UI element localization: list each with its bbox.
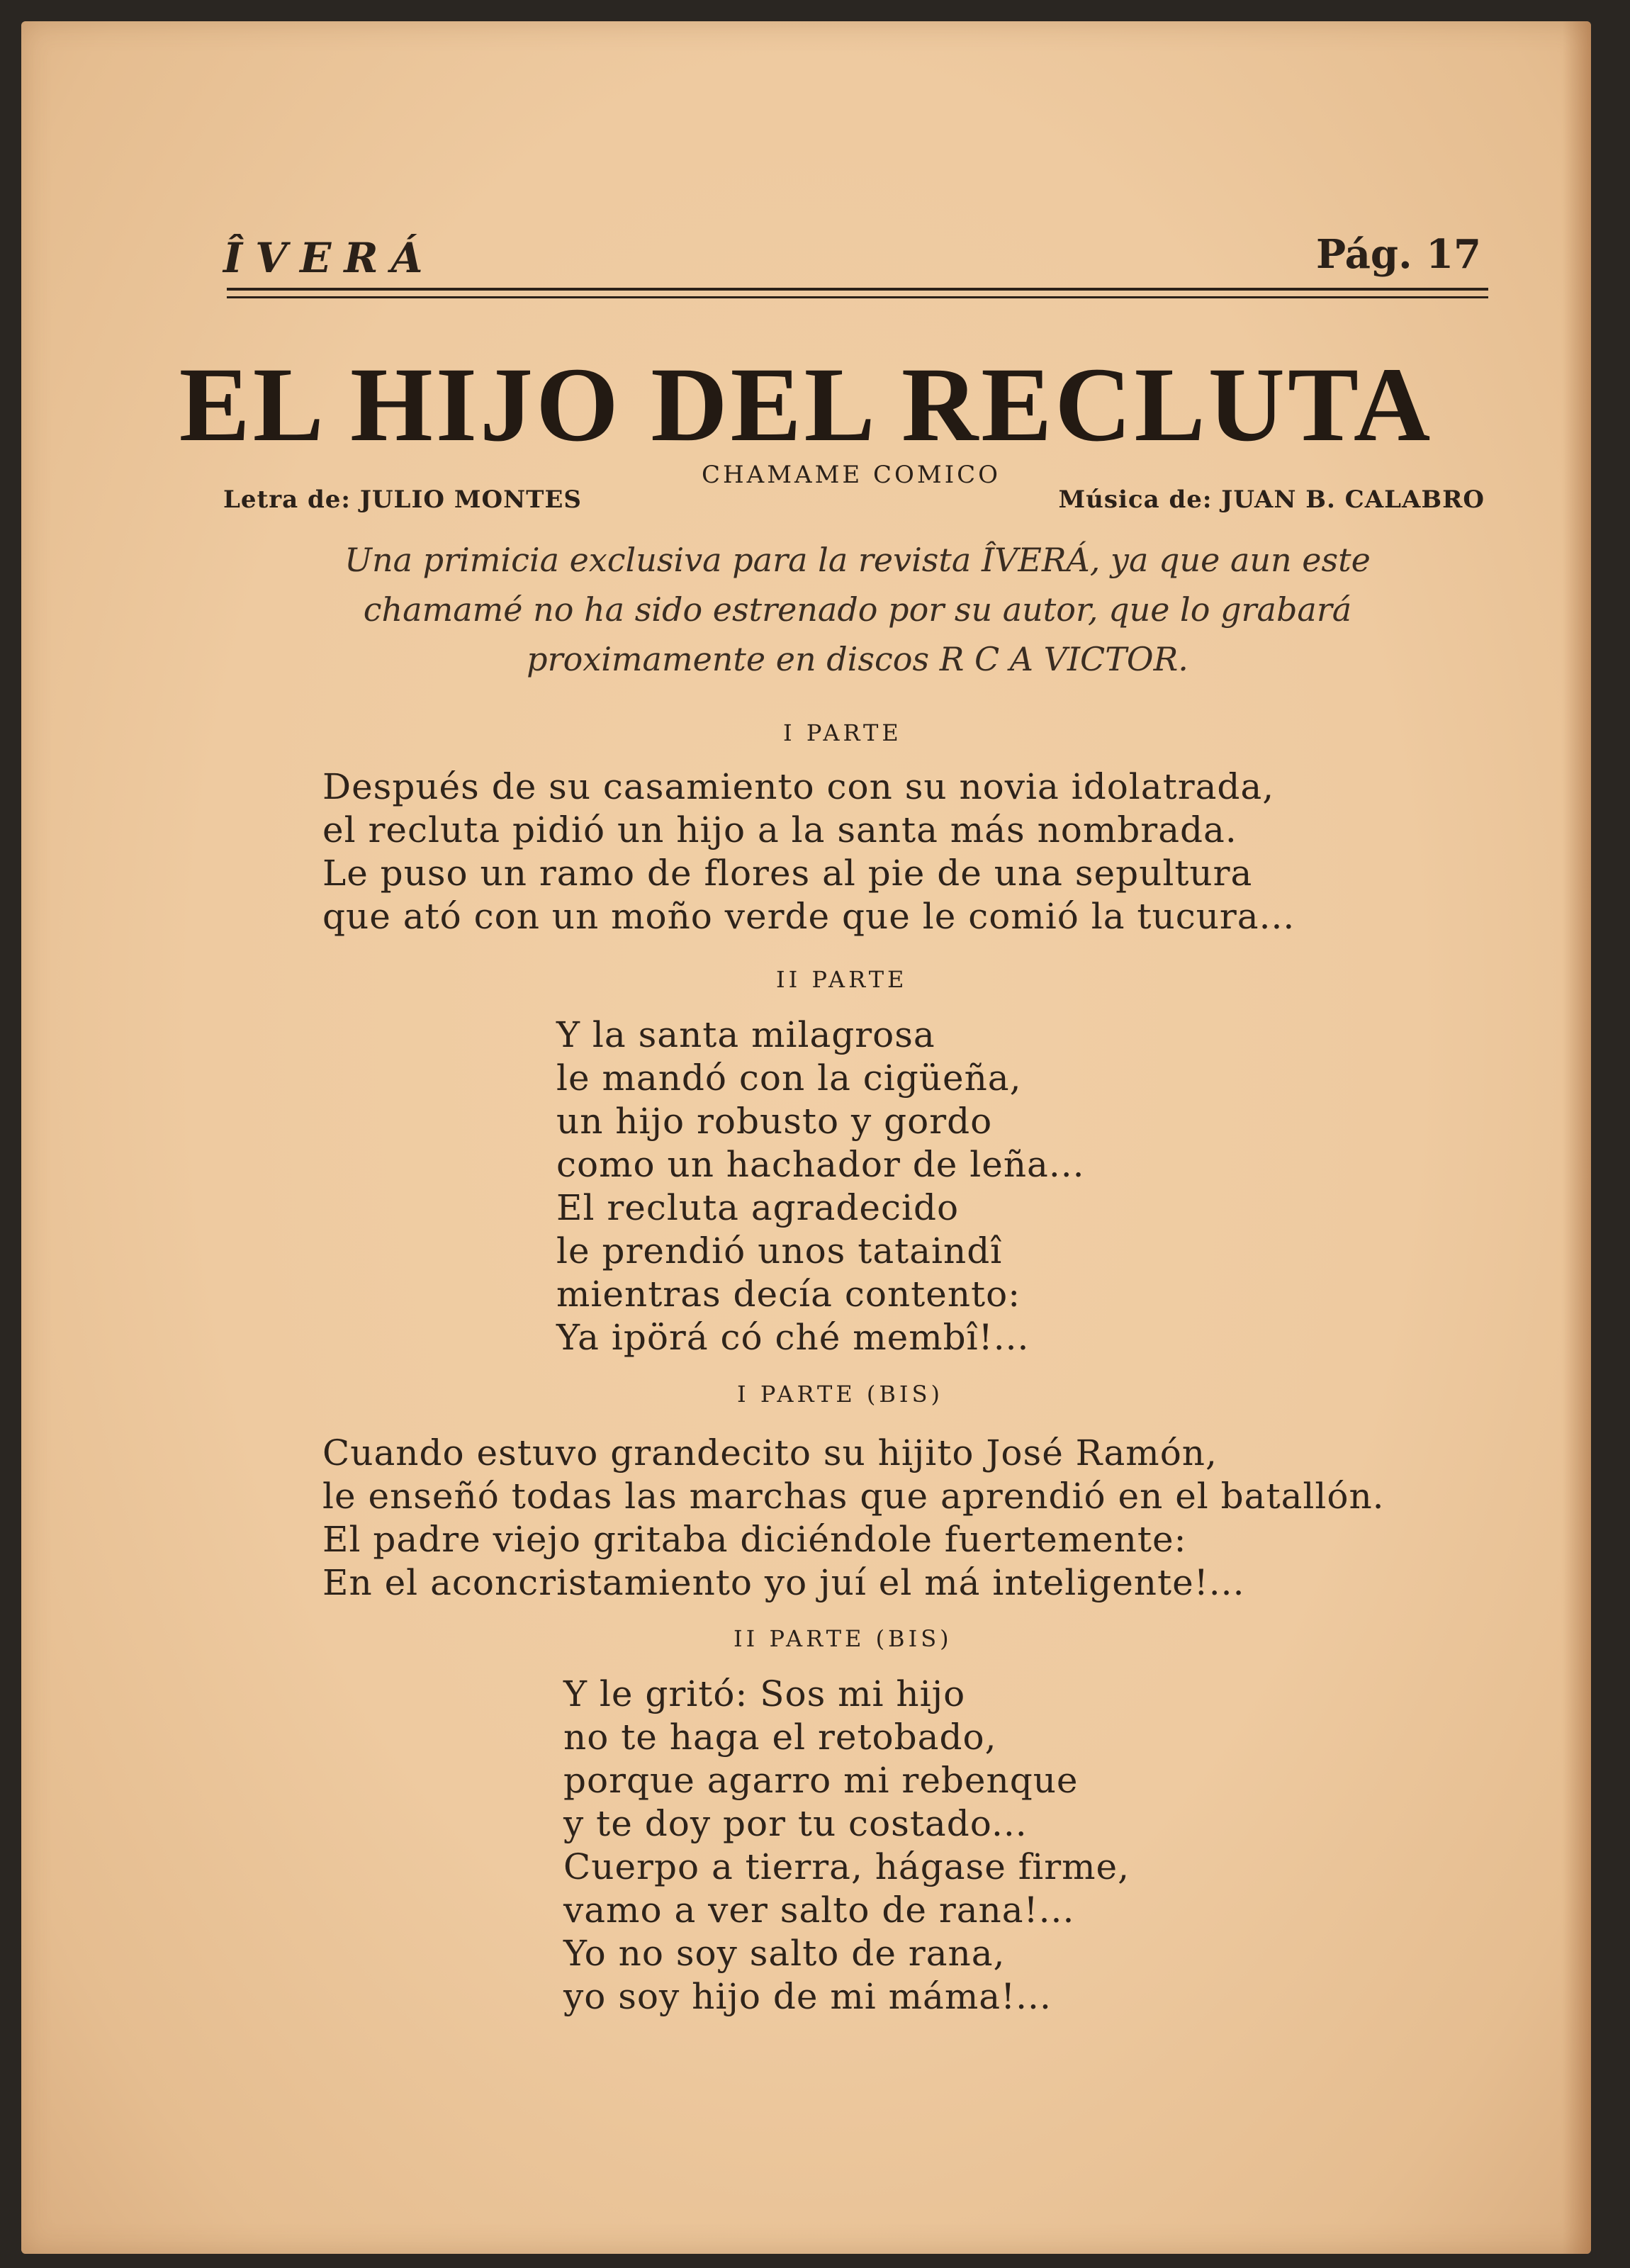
- header-rule-bottom: [227, 296, 1488, 298]
- intro-note: [255, 535, 1460, 684]
- verse-line: que ató con un moño verde que le comió la tucura...: [322, 896, 1295, 937]
- verse-line: le prendió unos tataindî: [556, 1230, 1003, 1271]
- verse-line: como un hachador de leña...: [556, 1144, 1085, 1185]
- intro-line: chamamé no ha sido estrenado por su autor, que lo grabará: [363, 590, 1352, 629]
- verse-line: Le puso un ramo de flores al pie de una sepultura: [322, 853, 1253, 894]
- song-title: EL HIJO DEL RECLUTA: [179, 346, 1434, 464]
- verse-line: le enseñó todas las marchas que aprendió en el batallón.: [322, 1476, 1385, 1517]
- music-credit: Música de: JUAN B. CALABRO: [1058, 485, 1485, 514]
- verse-line: En el aconcristamiento yo juí el má inteligente!...: [322, 1562, 1245, 1603]
- header-rule-top: [227, 288, 1488, 291]
- verse-line: porque agarro mi rebenque: [563, 1760, 1079, 1801]
- verse-line: no te haga el retobado,: [563, 1717, 997, 1758]
- verse-line: y te doy por tu costado...: [563, 1803, 1028, 1844]
- magazine-page: [21, 21, 1591, 2254]
- stanza-ii-parte: [556, 1014, 1085, 1359]
- stanza-ii-parte-bis: [563, 1673, 1130, 2019]
- verse-line: Después de su casamiento con su novia idolatrada,: [322, 766, 1275, 807]
- intro-line: Una primicia exclusiva para la revista ÎVERÁ, ya que aun este: [344, 541, 1371, 579]
- verse-line: Y le gritó: Sos mi hijo: [563, 1673, 966, 1714]
- lyrics-credit: Letra de: JULIO MONTES: [223, 485, 582, 514]
- song-genre: CHAMAME COMICO: [702, 461, 1001, 489]
- verse-line: mientras decía contento:: [556, 1274, 1021, 1315]
- verse-line: vamo a ver salto de rana!...: [563, 1890, 1075, 1931]
- page-number: Pág. 17: [1316, 231, 1481, 278]
- section-label-i-parte: I PARTE: [783, 719, 902, 746]
- verse-line: Yo no soy salto de rana,: [563, 1933, 1006, 1974]
- verse-line: le mandó con la cigüeña,: [556, 1057, 1022, 1099]
- section-label-i-parte-bis: I PARTE (BIS): [737, 1381, 943, 1408]
- verse-line: El recluta agradecido: [556, 1187, 960, 1228]
- verse-line: el recluta pidió un hijo a la santa más nombrada.: [322, 809, 1237, 850]
- verse-line: un hijo robusto y gordo: [556, 1101, 993, 1142]
- verse-line: Y la santa milagrosa: [556, 1014, 935, 1055]
- intro-line: proximamente en discos R C A VICTOR.: [527, 640, 1188, 678]
- section-label-ii-parte-bis: II PARTE (BIS): [734, 1625, 952, 1652]
- section-label-ii-parte: II PARTE: [776, 966, 908, 993]
- stanza-i-parte-bis: [322, 1432, 1385, 1605]
- magazine-name: ÎVERÁ: [223, 234, 436, 282]
- verse-line: Ya ipörá có ché membî!...: [556, 1317, 1030, 1358]
- verse-line: yo soy hijo de mi máma!...: [563, 1976, 1052, 2017]
- verse-line: Cuando estuvo grandecito su hijito José Ramón,: [322, 1432, 1218, 1473]
- verse-line: El padre viejo gritaba diciéndole fuertemente:: [322, 1519, 1187, 1560]
- verse-line: Cuerpo a tierra, hágase firme,: [563, 1846, 1130, 1887]
- stanza-i-parte: [322, 765, 1295, 938]
